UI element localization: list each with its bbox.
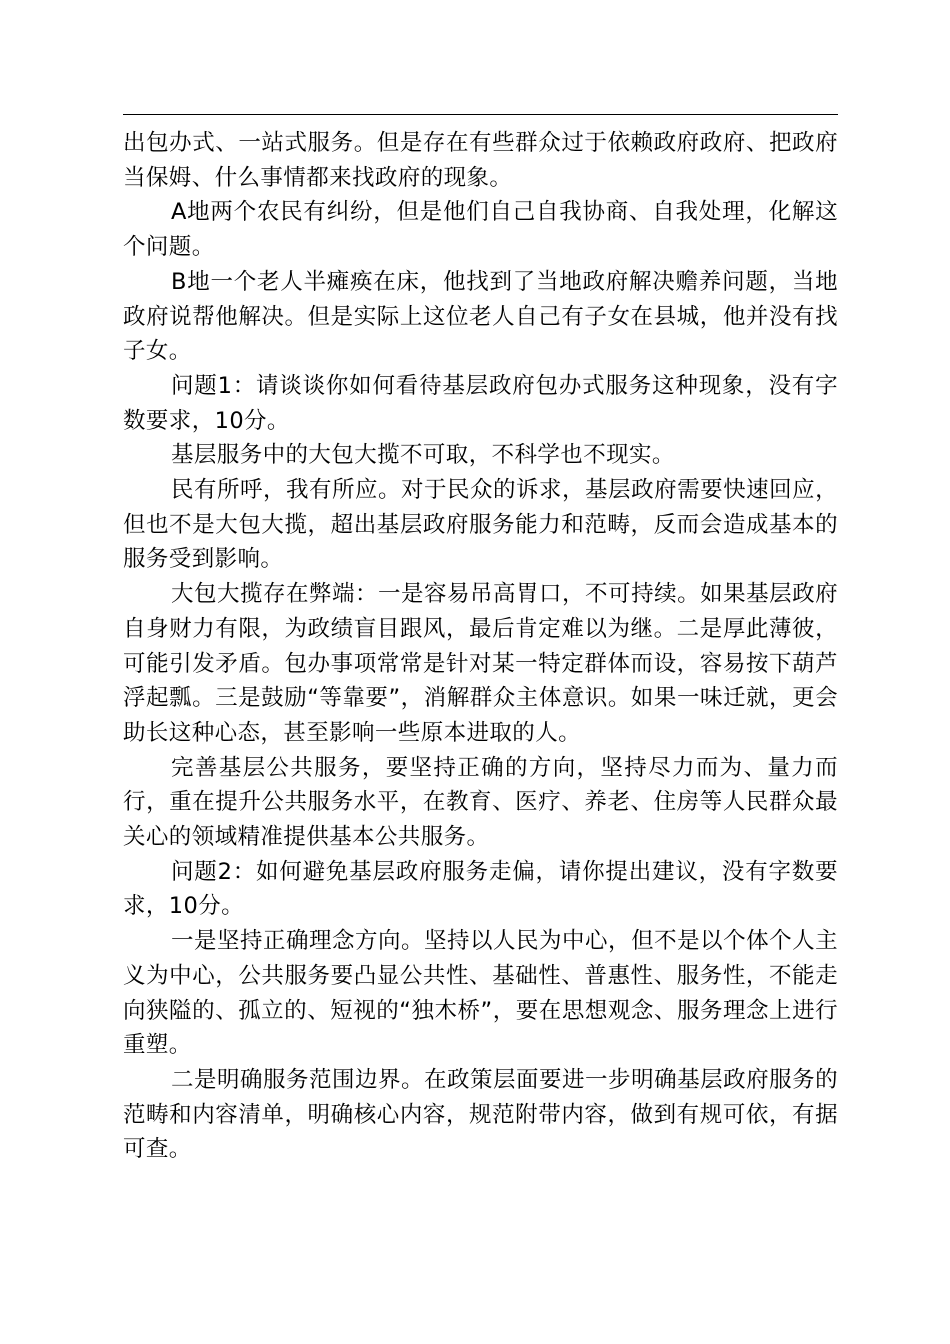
paragraph-3: B地一个老人半瘫痪在床，他找到了当地政府解决赡养问题，当地政府说帮他解决。但是实际上这位老人自己有子女在县城，他并没有找子女。 — [123, 268, 838, 365]
paragraph-7: 大包大揽存在弊端：一是容易吊高胃口，不可持续。如果基层政府自身财力有限，为政绩盲目跟风，最后肯定难以为继。二是厚此薄彼，可能引发矛盾。包办事项常常是针对某一特定群体而设，容易按下葫芦浮起瓢。三是鼓励“等靠要”，消解群众主体意识。如果一味迁就，更会助长这种心态，甚至影响一些原本进取的人。 — [123, 581, 838, 746]
document-body — [123, 126, 838, 1167]
paragraph-11: 二是明确服务范围边界。在政策层面要进一步明确基层政府服务的范畴和内容清单，明确核心内容，规范附带内容，做到有规可依，有据可查。 — [123, 1066, 838, 1163]
paragraph-6: 民有所呼，我有所应。对于民众的诉求，基层政府需要快速回应，但也不是大包大揽，超出基层政府服务能力和范畴，反而会造成基本的服务受到影响。 — [123, 477, 838, 573]
paragraph-2: A地两个农民有纠纷，但是他们自己自我协商、自我处理，化解这个问题。 — [123, 199, 838, 261]
paragraph-8: 完善基层公共服务，要坚持正确的方向，坚持尽力而为、量力而行，重在提升公共服务水平，在教育、医疗、养老、住房等人民群众最关心的领域精准提供基本公共服务。 — [123, 754, 838, 851]
paragraph-10: 一是坚持正确理念方向。坚持以人民为中心，但不是以个体个人主义为中心，公共服务要凸显公共性、基础性、普惠性、服务性，不能走向狭隘的、孤立的、短视的“独木桥”，要在思想观念、服务理念上进行重塑。 — [123, 928, 838, 1059]
paragraph-5: 基层服务中的大包大揽不可取，不科学也不现实。 — [171, 442, 675, 469]
header-rule — [123, 114, 838, 115]
paragraph-1: 出包办式、一站式服务。但是存在有些群众过于依赖政府政府、把政府当保姆、什么事情都来找政府的现象。 — [123, 130, 838, 191]
question-2: 问题2：如何避免基层政府服务走偏，请你提出建议，没有字数要求，10分。 — [123, 858, 838, 920]
question-1: 问题1：请谈谈你如何看待基层政府包办式服务这种现象，没有字数要求，10分。 — [123, 372, 838, 434]
